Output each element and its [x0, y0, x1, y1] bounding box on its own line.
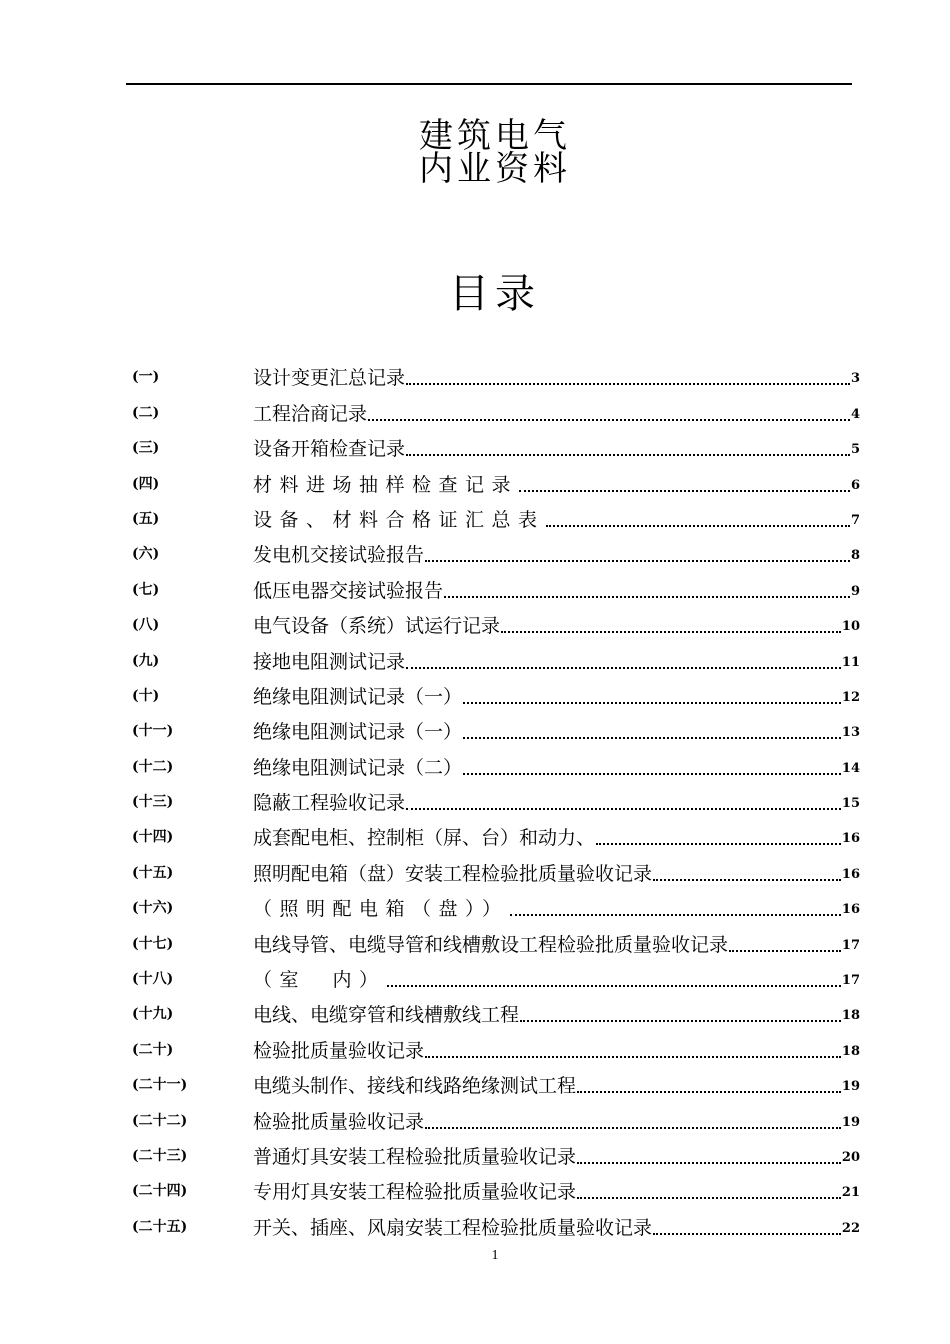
toc-entry-title: 接地电阻测试记录 — [253, 650, 406, 673]
toc-leader-dots — [510, 914, 841, 916]
toc-entry-title: 专用灯具安装工程检验批质量验收记录 — [253, 1181, 577, 1204]
toc-entry-number: (十九) — [132, 1006, 174, 1023]
toc-entry-title: 绝缘电阻测试记录（一） — [253, 721, 463, 744]
toc-entry[interactable] — [132, 1027, 860, 1062]
toc-entry-number: (二十五) — [132, 1218, 188, 1235]
toc-entry-number: (二) — [132, 404, 160, 421]
toc-entry[interactable] — [132, 850, 860, 885]
toc-entry[interactable] — [132, 603, 860, 638]
toc-entry-title: 发电机交接试验报告 — [253, 544, 425, 567]
toc-entry[interactable] — [132, 1063, 860, 1098]
toc-leader-dots — [406, 454, 850, 456]
toc-entry-title: 普通灯具安装工程检验批质量验收记录 — [253, 1145, 577, 1168]
toc-leader-dots — [406, 383, 850, 385]
toc-entry[interactable] — [132, 1134, 860, 1169]
toc-entry-page: 19 — [841, 1114, 860, 1130]
toc-entry-title: （室 内） — [253, 969, 386, 992]
toc-entry[interactable] — [132, 497, 860, 532]
toc-entry[interactable] — [132, 886, 860, 921]
toc-entry[interactable] — [132, 461, 860, 496]
toc-leader-dots — [596, 843, 841, 845]
toc-entry[interactable] — [132, 390, 860, 425]
toc-entry-page: 5 — [850, 442, 860, 458]
toc-leader-dots — [577, 1162, 841, 1164]
toc-entry-page: 16 — [841, 866, 860, 882]
toc-entry-number: (八) — [132, 617, 160, 634]
top-rule — [126, 83, 852, 85]
toc-entry-title: 设计变更汇总记录 — [253, 367, 406, 390]
toc-entry[interactable] — [132, 355, 860, 390]
toc-entry[interactable] — [132, 957, 860, 992]
toc-entry-number: (二十三) — [132, 1147, 188, 1164]
page-number: 1 — [491, 1248, 499, 1263]
toc-entry-page: 10 — [841, 619, 860, 635]
table-of-contents — [132, 355, 860, 1240]
toc-leader-dots — [463, 737, 841, 739]
toc-leader-dots — [520, 1020, 841, 1022]
toc-entry-page: 17 — [841, 973, 860, 989]
toc-entry-number: (十三) — [132, 794, 174, 811]
toc-entry-number: (十八) — [132, 971, 174, 988]
toc-entry-page: 8 — [850, 548, 860, 564]
toc-leader-dots — [463, 702, 841, 704]
toc-entry-title: 电缆头制作、接线和线路绝缘测试工程 — [253, 1075, 577, 1098]
toc-entry-title: 设备开箱检查记录 — [253, 438, 406, 461]
toc-entry[interactable] — [132, 532, 860, 567]
toc-entry-page: 16 — [841, 831, 860, 847]
toc-entry-number: (七) — [132, 581, 160, 598]
toc-leader-dots — [368, 419, 850, 421]
toc-entry[interactable] — [132, 638, 860, 673]
toc-entry[interactable] — [132, 567, 860, 602]
toc-entry-number: (三) — [132, 440, 160, 457]
toc-entry-title: 成套配电柜、控制柜（屏、台）和动力、 — [253, 827, 596, 850]
toc-entry-page: 18 — [841, 1008, 860, 1024]
toc-entry[interactable] — [132, 1204, 860, 1239]
toc-entry-number: (六) — [132, 546, 160, 563]
toc-entry-title: 电线、电缆穿管和线槽敷线工程 — [253, 1004, 520, 1027]
toc-leader-dots — [444, 596, 850, 598]
toc-entry-title: 绝缘电阻测试记录（一） — [253, 685, 463, 708]
toc-entry-title: 检验批质量验收记录 — [253, 1039, 425, 1062]
toc-entry[interactable] — [132, 815, 860, 850]
toc-leader-dots — [546, 525, 850, 527]
toc-entry-page: 22 — [841, 1220, 860, 1236]
toc-entry-title: 电气设备（系统）试运行记录 — [253, 615, 501, 638]
toc-entry-title: 材料进场抽样检查记录 — [253, 473, 519, 496]
toc-entry[interactable] — [132, 992, 860, 1027]
toc-leader-dots — [387, 985, 841, 987]
toc-entry-page: 12 — [841, 689, 860, 705]
toc-entry-number: (五) — [132, 510, 160, 527]
toc-entry-title: 隐蔽工程验收记录 — [253, 792, 406, 815]
toc-entry-number: (十六) — [132, 900, 174, 917]
toc-entry-page: 9 — [850, 583, 860, 599]
toc-entry-page: 13 — [841, 725, 860, 741]
toc-leader-dots — [425, 1056, 841, 1058]
toc-leader-dots — [406, 667, 841, 669]
toc-entry-number: (九) — [132, 652, 160, 669]
toc-leader-dots — [501, 631, 841, 633]
document-title-line2: 内业资料 — [419, 149, 571, 189]
toc-entry-title: （照明配电箱（盘）） — [253, 898, 509, 921]
toc-entry-title: 绝缘电阻测试记录（二） — [253, 756, 463, 779]
toc-leader-dots — [653, 1233, 841, 1235]
toc-entry-title: 检验批质量验收记录 — [253, 1110, 425, 1133]
toc-entry-number: (四) — [132, 475, 160, 492]
toc-entry[interactable] — [132, 1098, 860, 1133]
toc-leader-dots — [577, 1197, 841, 1199]
toc-heading: 目录 — [449, 271, 541, 317]
toc-leader-dots — [653, 879, 841, 881]
toc-entry[interactable] — [132, 921, 860, 956]
toc-entry[interactable] — [132, 426, 860, 461]
toc-entry[interactable] — [132, 744, 860, 779]
toc-entry-page: 6 — [850, 477, 860, 493]
toc-entry-page: 16 — [841, 902, 860, 918]
toc-entry-page: 21 — [841, 1185, 860, 1201]
toc-entry-page: 17 — [841, 937, 860, 953]
toc-entry-number: (二十) — [132, 1041, 174, 1058]
document-title-line1: 建筑电气 — [419, 116, 571, 156]
toc-entry-title: 照明配电箱（盘）安装工程检验批质量验收记录 — [253, 862, 653, 885]
toc-leader-dots — [425, 560, 850, 562]
toc-entry-title: 电线导管、电缆导管和线槽敷设工程检验批质量验收记录 — [253, 933, 729, 956]
toc-entry[interactable] — [132, 1169, 860, 1204]
toc-leader-dots — [406, 808, 841, 810]
toc-entry-page: 20 — [841, 1149, 860, 1165]
toc-entry-number: (二十二) — [132, 1112, 188, 1129]
toc-entry-number: (十七) — [132, 935, 174, 952]
toc-entry-number: (十二) — [132, 758, 174, 775]
toc-entry-number: (二十一) — [132, 1077, 188, 1094]
toc-entry-title: 开关、插座、风扇安装工程检验批质量验收记录 — [253, 1216, 653, 1239]
toc-entry[interactable] — [132, 674, 860, 709]
toc-entry-page: 14 — [841, 760, 860, 776]
toc-entry-number: (十一) — [132, 723, 174, 740]
toc-leader-dots — [577, 1091, 841, 1093]
toc-entry-title: 设备、材料合格证汇总表 — [253, 508, 545, 531]
toc-entry-title: 工程洽商记录 — [253, 402, 368, 425]
toc-entry-number: (十四) — [132, 829, 174, 846]
toc-entry-page: 19 — [841, 1079, 860, 1095]
toc-entry[interactable] — [132, 709, 860, 744]
toc-leader-dots — [463, 773, 841, 775]
toc-entry-page: 3 — [850, 371, 860, 387]
toc-entry-page: 18 — [841, 1043, 860, 1059]
toc-entry-number: (二十四) — [132, 1183, 188, 1200]
toc-entry[interactable] — [132, 780, 860, 815]
toc-leader-dots — [729, 950, 841, 952]
toc-entry-page: 7 — [850, 512, 860, 528]
toc-leader-dots — [519, 490, 850, 492]
toc-entry-number: (一) — [132, 369, 160, 386]
toc-entry-page: 11 — [841, 654, 860, 670]
toc-entry-title: 低压电器交接试验报告 — [253, 579, 444, 602]
toc-leader-dots — [425, 1127, 841, 1129]
toc-entry-number: (十五) — [132, 864, 174, 881]
toc-entry-page: 4 — [850, 406, 860, 422]
toc-entry-number: (十) — [132, 687, 160, 704]
toc-entry-page: 15 — [841, 796, 860, 812]
